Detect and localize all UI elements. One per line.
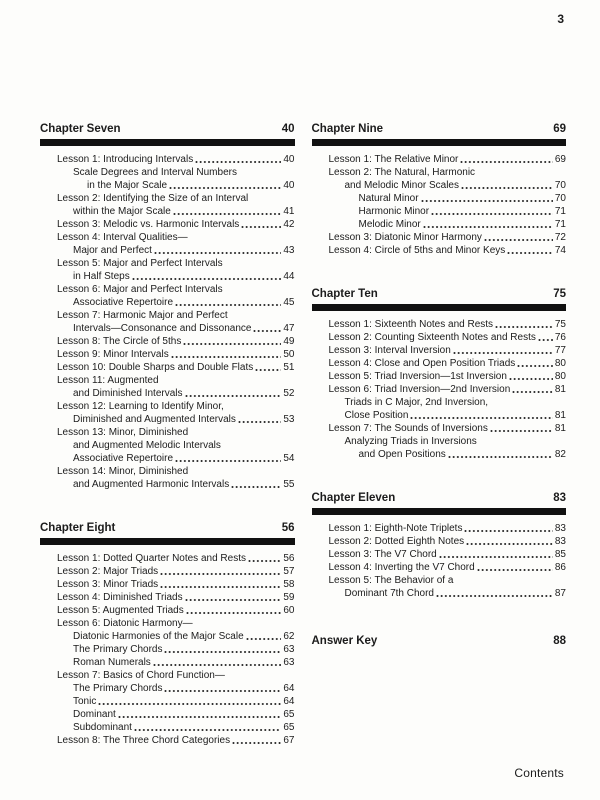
toc-entry-text: Lesson 5: Major and Perfect Intervals — [57, 258, 223, 269]
toc-entry-text: Tonic — [73, 696, 97, 707]
toc-entry-text: Lesson 14: Minor, Diminished — [57, 466, 189, 477]
toc-entry-text: Dominant — [73, 709, 116, 720]
toc-entry-page-number: 47 — [283, 323, 295, 334]
toc-entry-text: The Primary Chords — [73, 644, 163, 655]
toc-entry-text: Lesson 3: Minor Triads — [57, 579, 159, 590]
toc-entry — [40, 478, 295, 491]
toc-entry-text: Diatonic Harmonies of the Major Scale — [73, 631, 244, 642]
toc-entry-text: and Diminished Intervals — [73, 388, 183, 399]
dot-leader — [164, 643, 281, 656]
toc-entry-page-number: 67 — [283, 735, 295, 746]
toc-entry — [312, 153, 567, 166]
toc-entry — [312, 561, 567, 574]
toc-entry — [40, 439, 295, 452]
chapter-divider-bar — [40, 139, 295, 146]
toc-entry-text: Lesson 1: Sixteenth Notes and Rests — [328, 319, 494, 330]
toc-entry-text: Lesson 8: The Circle of 5ths — [57, 336, 182, 347]
toc-entry-text: Lesson 3: Melodic vs. Harmonic Intervals — [57, 219, 240, 230]
dot-leader — [160, 565, 281, 578]
toc-entry — [312, 448, 567, 461]
toc-entry-text: Lesson 12: Learning to Identify Minor, — [57, 401, 224, 412]
page-number: 3 — [557, 12, 564, 26]
chapter-page-number: 75 — [553, 288, 566, 300]
chapter-page-number: 83 — [553, 492, 566, 504]
toc-entry-text: Lesson 1: Eighth-Note Triplets — [328, 523, 463, 534]
dot-leader — [507, 244, 553, 257]
chapter-divider-bar — [312, 139, 567, 146]
dot-leader — [238, 413, 282, 426]
toc-entry — [312, 435, 567, 448]
toc-entry-text: Lesson 2: Counting Sixteenth Notes and Rests — [328, 332, 536, 343]
toc-entry-text: Associative Repertoire — [73, 453, 174, 464]
chapter-page-number: 56 — [281, 522, 295, 534]
chapter-title: Chapter Eight — [40, 522, 116, 534]
toc-entry-text: Melodic Minor — [358, 219, 421, 230]
dot-leader — [431, 205, 553, 218]
toc-entry-page-number: 87 — [554, 588, 566, 599]
toc-entry-page-number: 53 — [283, 414, 295, 425]
toc-entry-text: and Melodic Minor Scales — [344, 180, 459, 191]
toc-entry-page-number: 57 — [283, 566, 295, 577]
chapter-heading — [312, 122, 567, 136]
toc-entry — [40, 452, 295, 465]
toc-entry-page-number: 64 — [283, 696, 295, 707]
toc-entry-page-number: 54 — [283, 453, 295, 464]
toc-entry — [40, 465, 295, 478]
toc-entry-text: Lesson 5: Triad Inversion—1st Inversion — [328, 371, 507, 382]
toc-entry-page-number: 65 — [283, 722, 295, 733]
toc-entry-page-number: 45 — [283, 297, 295, 308]
toc-entry-text: Diminished and Augmented Intervals — [73, 414, 236, 425]
toc-entry — [312, 574, 567, 587]
toc-entry — [40, 721, 295, 734]
toc-entry-text: Natural Minor — [358, 193, 419, 204]
dot-leader — [171, 348, 282, 361]
toc-entry-page-number: 80 — [554, 358, 566, 369]
toc-entry — [312, 383, 567, 396]
toc-entry-text: Lesson 6: Diatonic Harmony— — [57, 618, 193, 629]
dot-leader — [253, 322, 281, 335]
chapter-divider-bar — [312, 304, 567, 311]
toc-entry — [40, 335, 295, 348]
toc-entry-text: Lesson 7: The Sounds of Inversions — [328, 423, 488, 434]
dot-leader — [134, 721, 281, 734]
toc-entry-text: Roman Numerals — [73, 657, 151, 668]
toc-entry-text: Lesson 3: Interval Inversion — [328, 345, 451, 356]
toc-entry — [40, 578, 295, 591]
toc-entry-text: Lesson 6: Triad Inversion—2nd Inversion — [328, 384, 511, 395]
toc-entry-text: Lesson 4: Close and Open Position Triads — [328, 358, 516, 369]
toc-entry — [312, 192, 567, 205]
dot-leader — [423, 218, 553, 231]
toc-entry-text: Triads in C Major, 2nd Inversion, — [344, 397, 489, 408]
toc-entry — [312, 357, 567, 370]
toc-entry — [312, 231, 567, 244]
dot-leader — [175, 296, 281, 309]
toc-entry — [40, 617, 295, 630]
toc-entry-page-number: 65 — [283, 709, 295, 720]
toc-entry — [312, 422, 567, 435]
dot-leader — [460, 153, 552, 166]
dot-leader — [410, 409, 552, 422]
toc-entry-text: Subdominant — [73, 722, 132, 733]
toc-entry-text: Lesson 2: Identifying the Size of an Interval — [57, 193, 249, 204]
dot-leader — [153, 656, 282, 669]
toc-entry — [40, 630, 295, 643]
toc-entry-page-number: 63 — [283, 644, 295, 655]
toc-entry-page-number: 82 — [554, 449, 566, 460]
dot-leader — [175, 452, 281, 465]
dot-leader — [186, 604, 282, 617]
dot-leader — [169, 179, 281, 192]
toc-entry — [312, 331, 567, 344]
toc-entry — [40, 656, 295, 669]
toc-entry — [312, 587, 567, 600]
toc-entry-text: Lesson 3: The V7 Chord — [328, 549, 437, 560]
toc-entry-text: Lesson 11: Augmented — [57, 375, 159, 386]
toc-entry-text: Lesson 2: Major Triads — [57, 566, 159, 577]
toc-entry — [312, 179, 567, 192]
toc-entry — [312, 535, 567, 548]
chapter-section — [40, 122, 295, 491]
dot-leader — [185, 387, 282, 400]
dot-leader — [509, 370, 553, 383]
toc-entry-page-number: 85 — [554, 549, 566, 560]
dot-leader — [160, 578, 281, 591]
toc-entry — [40, 166, 295, 179]
dot-leader — [132, 270, 282, 283]
toc-entry-page-number: 70 — [554, 193, 566, 204]
toc-entry-text: Lesson 1: Introducing Intervals — [57, 154, 194, 165]
toc-entry — [40, 205, 295, 218]
toc-entry — [40, 734, 295, 747]
dot-leader — [232, 734, 281, 747]
toc-entry-page-number: 56 — [283, 553, 295, 564]
dot-leader — [484, 231, 553, 244]
chapter-heading — [312, 287, 567, 301]
toc-entry-text: Harmonic Minor — [358, 206, 430, 217]
toc-entry-text: Lesson 13: Minor, Diminished — [57, 427, 189, 438]
toc-entry — [312, 205, 567, 218]
dot-leader — [255, 361, 281, 374]
toc-entry — [312, 396, 567, 409]
toc-entry-text: in Half Steps — [73, 271, 130, 282]
toc-entry-text: Lesson 2: Dotted Eighth Notes — [328, 536, 465, 547]
toc-entry-page-number: 58 — [283, 579, 295, 590]
toc-entry — [40, 348, 295, 361]
dot-leader — [164, 682, 281, 695]
toc-entry-text: Lesson 2: The Natural, Harmonic — [328, 167, 476, 178]
chapter-heading — [40, 521, 295, 535]
toc-entry-text: Lesson 4: Inverting the V7 Chord — [328, 562, 475, 573]
dot-leader — [538, 331, 553, 344]
toc-entry-page-number: 74 — [554, 245, 566, 256]
dot-leader — [448, 448, 553, 461]
toc-entry — [312, 522, 567, 535]
toc-entry-page-number: 75 — [554, 319, 566, 330]
toc-entry-page-number: 49 — [283, 336, 295, 347]
toc-entry-text: and Augmented Melodic Intervals — [73, 440, 221, 451]
toc-entry — [40, 413, 295, 426]
toc-entry-text: Lesson 9: Minor Intervals — [57, 349, 169, 360]
toc-entry — [40, 708, 295, 721]
toc-entry-page-number: 83 — [554, 536, 566, 547]
toc-entry-page-number: 40 — [283, 154, 295, 165]
toc-entry-text: and Augmented Harmonic Intervals — [73, 479, 230, 490]
chapter-heading — [312, 491, 567, 505]
toc-entry-page-number: 41 — [283, 206, 295, 217]
toc-entry — [40, 153, 295, 166]
dot-leader — [464, 522, 552, 535]
toc-entry-text: The Primary Chords — [73, 683, 163, 694]
toc-entry-text: Close Position — [344, 410, 409, 421]
toc-entry-page-number: 81 — [554, 384, 566, 395]
toc-entry — [40, 361, 295, 374]
toc-entry — [312, 166, 567, 179]
toc-entry — [40, 669, 295, 682]
toc-entry-text: within the Major Scale — [73, 206, 171, 217]
dot-leader — [495, 318, 553, 331]
dot-leader — [421, 192, 553, 205]
toc-entry — [312, 244, 567, 257]
toc-entry — [40, 179, 295, 192]
toc-entry — [40, 244, 295, 257]
toc-entry — [40, 552, 295, 565]
chapter-divider-bar — [312, 508, 567, 515]
toc-entry-page-number: 63 — [283, 657, 295, 668]
toc-entry — [40, 643, 295, 656]
toc-entry-text: Dominant 7th Chord — [344, 588, 434, 599]
dot-leader — [118, 708, 282, 721]
toc-entry-page-number: 59 — [283, 592, 295, 603]
toc-entry-page-number: 52 — [283, 388, 295, 399]
toc-entry — [312, 318, 567, 331]
toc-columns — [40, 122, 566, 777]
toc-entry-page-number: 69 — [554, 154, 566, 165]
toc-entry-text: Lesson 4: Diminished Triads — [57, 592, 183, 603]
toc-entry-page-number: 72 — [554, 232, 566, 243]
chapter-title: Chapter Eleven — [311, 492, 396, 504]
chapter-heading — [40, 122, 295, 136]
footer-contents-label: Contents — [514, 766, 564, 780]
toc-entry-page-number: 81 — [554, 423, 566, 434]
toc-entry-text: Lesson 10: Double Sharps and Double Flats — [57, 362, 254, 373]
toc-entry — [40, 296, 295, 309]
toc-entry — [40, 682, 295, 695]
chapter-title: Chapter Seven — [40, 123, 121, 135]
toc-entry-page-number: 50 — [283, 349, 295, 360]
chapter-divider-bar — [40, 538, 295, 545]
toc-entry-page-number: 81 — [554, 410, 566, 421]
toc-entry-text: Lesson 6: Major and Perfect Intervals — [57, 284, 223, 295]
chapter-page-number: 40 — [281, 123, 295, 135]
toc-entry-text: Analyzing Triads in Inversions — [344, 436, 477, 447]
dot-leader — [154, 244, 281, 257]
toc-column-left — [40, 122, 295, 777]
toc-entry-page-number: 62 — [283, 631, 295, 642]
toc-entry — [40, 270, 295, 283]
chapter-section — [312, 122, 567, 257]
chapter-title: Answer Key — [311, 635, 378, 647]
dot-leader — [241, 218, 281, 231]
toc-entry — [312, 218, 567, 231]
toc-entry-text: Lesson 7: Basics of Chord Function— — [57, 670, 225, 681]
dot-leader — [231, 478, 281, 491]
answer-key-section — [312, 634, 567, 648]
toc-entry-text: Lesson 4: Circle of 5ths and Minor Keys — [328, 245, 506, 256]
toc-entry-page-number: 60 — [283, 605, 295, 616]
toc-entry-text: Lesson 7: Harmonic Major and Perfect — [57, 310, 228, 321]
dot-leader — [246, 630, 282, 643]
toc-entry-text: Intervals—Consonance and Dissonance — [73, 323, 252, 334]
toc-entry — [40, 231, 295, 244]
dot-leader — [466, 535, 553, 548]
toc-entry-page-number: 86 — [554, 562, 566, 573]
dot-leader — [248, 552, 281, 565]
toc-entry-text: Scale Degrees and Interval Numbers — [73, 167, 237, 178]
chapter-section — [40, 521, 295, 747]
toc-entry — [40, 565, 295, 578]
toc-entry — [40, 309, 295, 322]
toc-entry — [40, 218, 295, 231]
dot-leader — [183, 335, 281, 348]
chapter-title: Chapter Nine — [311, 123, 384, 135]
dot-leader — [453, 344, 553, 357]
toc-entry-text: Lesson 4: Interval Qualities— — [57, 232, 188, 243]
dot-leader — [98, 695, 281, 708]
toc-entry — [40, 695, 295, 708]
toc-entry-page-number: 71 — [554, 206, 566, 217]
toc-entry — [312, 548, 567, 561]
toc-entry-page-number: 44 — [283, 271, 295, 282]
toc-entry — [40, 374, 295, 387]
dot-leader — [490, 422, 553, 435]
toc-entry-page-number: 40 — [283, 180, 295, 191]
toc-entry-text: Lesson 3: Diatonic Minor Harmony — [328, 232, 482, 243]
toc-entry — [40, 604, 295, 617]
toc-entry-text: Lesson 5: The Behavior of a — [328, 575, 454, 586]
toc-entry-page-number: 83 — [554, 523, 566, 534]
toc-entry-text: and Open Positions — [358, 449, 446, 460]
chapter-section — [312, 287, 567, 461]
toc-entry — [40, 400, 295, 413]
toc-entry-text: Lesson 8: The Three Chord Categories — [57, 735, 231, 746]
toc-entry-page-number: 71 — [554, 219, 566, 230]
dot-leader — [461, 179, 553, 192]
toc-entry-text: Lesson 1: The Relative Minor — [328, 154, 459, 165]
toc-entry — [40, 283, 295, 296]
toc-entry-text: in the Major Scale — [87, 180, 168, 191]
chapter-page-number: 69 — [553, 123, 566, 135]
toc-entry — [40, 426, 295, 439]
dot-leader — [512, 383, 553, 396]
toc-entry-page-number: 64 — [283, 683, 295, 694]
dot-leader — [173, 205, 282, 218]
toc-entry-text: Major and Perfect — [73, 245, 152, 256]
toc-entry-page-number: 76 — [554, 332, 566, 343]
dot-leader — [195, 153, 281, 166]
toc-entry-text: Associative Repertoire — [73, 297, 174, 308]
toc-entry — [312, 409, 567, 422]
chapter-page-number: 88 — [553, 635, 566, 647]
toc-entry — [312, 370, 567, 383]
toc-entry-page-number: 51 — [283, 362, 295, 373]
toc-entry-page-number: 43 — [283, 245, 295, 256]
toc-entry-page-number: 80 — [554, 371, 566, 382]
chapter-section — [312, 491, 567, 600]
toc-entry — [40, 257, 295, 270]
toc-entry-page-number: 42 — [283, 219, 295, 230]
toc-entry-page-number: 70 — [554, 180, 566, 191]
toc-entry-page-number: 55 — [283, 479, 295, 490]
toc-column-right — [312, 122, 567, 777]
dot-leader — [517, 357, 553, 370]
toc-entry — [312, 344, 567, 357]
dot-leader — [439, 548, 553, 561]
dot-leader — [477, 561, 553, 574]
chapter-title: Chapter Ten — [311, 288, 378, 300]
toc-entry-text: Lesson 5: Augmented Triads — [57, 605, 184, 616]
toc-entry — [40, 387, 295, 400]
dot-leader — [185, 591, 282, 604]
toc-entry — [40, 591, 295, 604]
toc-entry-text: Lesson 1: Dotted Quarter Notes and Rests — [57, 553, 246, 564]
dot-leader — [436, 587, 553, 600]
toc-entry — [40, 322, 295, 335]
chapter-heading — [312, 634, 567, 648]
toc-entry — [40, 192, 295, 205]
toc-entry-page-number: 77 — [554, 345, 566, 356]
